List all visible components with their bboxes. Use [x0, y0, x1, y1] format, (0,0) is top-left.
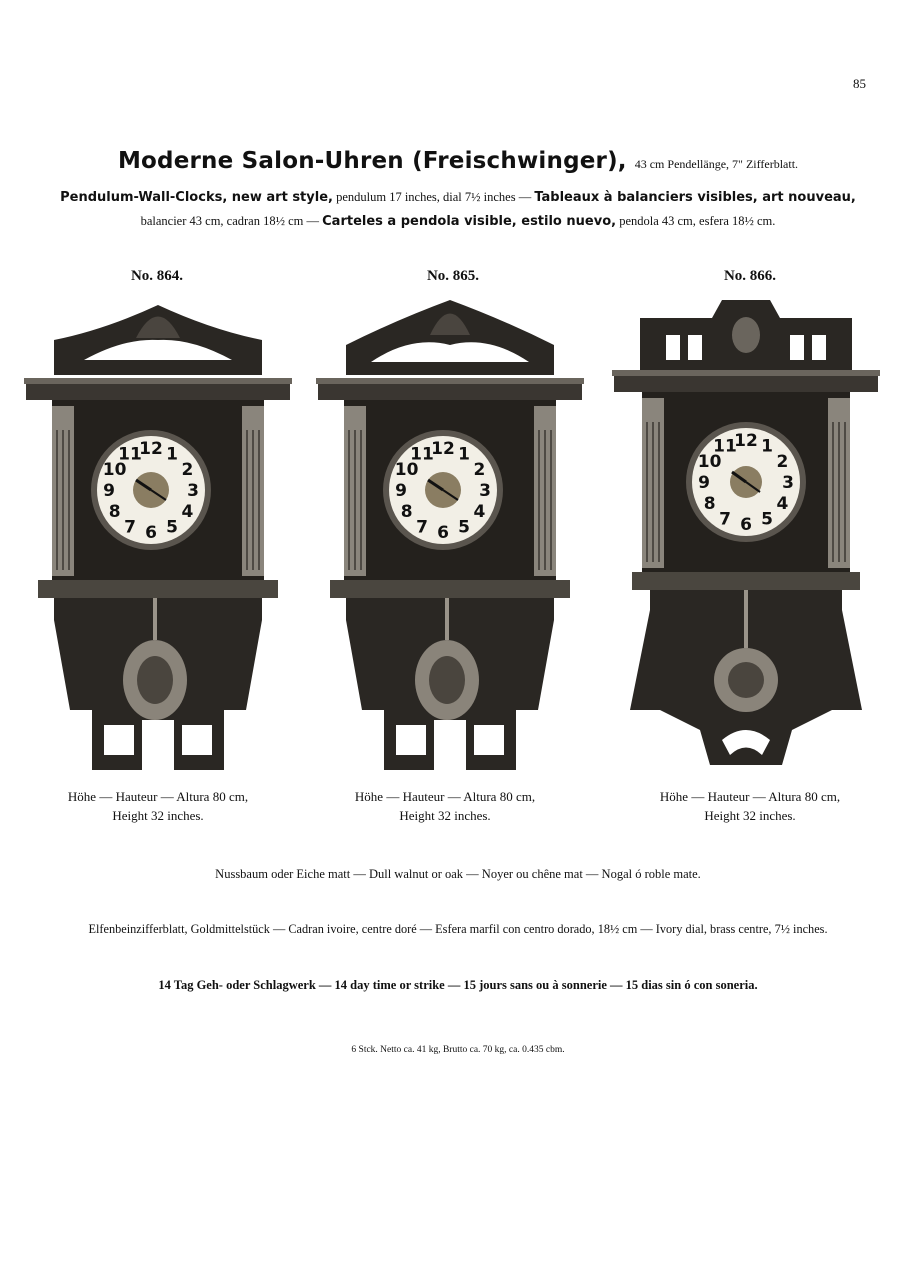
- clock-crest: [54, 305, 262, 375]
- subtitle-fr-bold: Tableaux à balanciers visibles, art nouveau,: [534, 190, 856, 205]
- dial-numeral: 7: [124, 517, 136, 538]
- dial-numeral: 4: [776, 494, 789, 514]
- dial-numeral: 6: [145, 523, 157, 543]
- subtitle-es-bold: Carteles a pendola visible, estilo nuevo,: [322, 214, 617, 229]
- dial-numeral: 5: [458, 517, 470, 538]
- height-text: Höhe — Hauteur — Altura 80 cm,: [354, 789, 536, 804]
- subtitle-es-text: pendola 43 cm, esfera 18½ cm.: [619, 214, 776, 228]
- clock-crest: [346, 300, 554, 375]
- clock-illustration-866: [612, 290, 880, 780]
- dial-numeral: 3: [479, 481, 491, 501]
- page-title: [0, 148, 916, 174]
- dial-numeral: 6: [437, 523, 449, 543]
- model-number-866: No. 866.: [723, 268, 777, 284]
- height-inches: Height 32 inches.: [399, 808, 491, 823]
- dial-numeral: 6: [740, 515, 752, 535]
- height-inches: Height 32 inches.: [112, 808, 204, 823]
- title-main: Moderne Salon-Uhren (Freischwinger),: [117, 148, 627, 174]
- height-text: Höhe — Hauteur — Altura 80 cm,: [67, 789, 249, 804]
- dial-numeral: 7: [416, 517, 428, 538]
- dial-numeral: 9: [103, 481, 115, 501]
- model-number-864: No. 864.: [130, 268, 184, 284]
- clock-crest: [640, 300, 852, 370]
- dial-numeral: 11: [713, 436, 737, 457]
- clock-illustration-865: [316, 290, 584, 780]
- dial-numeral: 10: [102, 460, 127, 480]
- clock-illustration-864: [24, 290, 292, 780]
- dial-numeral: 1: [761, 436, 773, 457]
- clock-caption-864: [28, 787, 288, 825]
- page-number: 85: [853, 76, 866, 91]
- dial-numeral: 9: [698, 473, 710, 493]
- dial-line: Elfenbeinzifferblatt, Goldmittelstück — Cadran ivoire, centre doré — Esfera marfil con centro dorado, 18½ cm — Ivory dial, brass centre, 7½ inches.: [88, 922, 828, 936]
- clock-caption-865: [315, 787, 575, 825]
- dial-numeral: 2: [181, 460, 194, 480]
- packing-line: 6 Stck. Netto ca. 41 kg, Brutto ca. 70 kg, ca. 0.435 cbm.: [351, 1045, 565, 1055]
- dial-numeral: 2: [776, 452, 789, 472]
- dial-numeral: 8: [400, 502, 413, 522]
- height-inches: Height 32 inches.: [704, 808, 796, 823]
- dial-numeral: 4: [181, 502, 194, 522]
- clock-shelf: [38, 580, 278, 598]
- dial-numeral: 11: [410, 444, 434, 465]
- height-text: Höhe — Hauteur — Altura 80 cm,: [659, 789, 841, 804]
- dial-numeral: 3: [187, 481, 199, 501]
- subtitle-en-text: pendulum 17 inches, dial 7½ inches —: [336, 190, 532, 204]
- dial-numeral: 9: [395, 481, 407, 501]
- dial-numeral: 5: [761, 509, 773, 530]
- dial-numeral: 1: [458, 444, 470, 465]
- dial-numeral: 1: [166, 444, 178, 465]
- title-note: 43 cm Pendellänge, 7" Zifferblatt.: [634, 157, 799, 171]
- dial-numeral: 11: [118, 444, 142, 465]
- dial-numeral: 7: [719, 509, 731, 530]
- dial-numeral: 12: [139, 439, 163, 459]
- dial-numeral: 4: [473, 502, 486, 522]
- materials-line: Nussbaum oder Eiche matt — Dull walnut or oak — Noyer ou chêne mat — Nogal ó roble mate.: [215, 867, 701, 881]
- dial-numeral: 8: [703, 494, 716, 514]
- subtitle-en-bold: Pendulum-Wall-Clocks, new art style,: [60, 190, 333, 205]
- dial-numeral: 10: [394, 460, 419, 480]
- dial-numeral: 3: [782, 473, 794, 493]
- subtitle-line-1: [0, 190, 916, 205]
- subtitle-line-2: [0, 214, 916, 229]
- dial-numeral: 10: [697, 452, 722, 472]
- model-number-865: No. 865.: [426, 268, 480, 284]
- subtitle-fr-text: balancier 43 cm, cadran 18½ cm —: [140, 214, 319, 228]
- dial-numeral: 12: [734, 431, 758, 451]
- movement-line: 14 Tag Geh- oder Schlagwerk — 14 day time or strike — 15 jours sans ou à sonnerie — 15 dias sin ó con soneria.: [158, 978, 758, 992]
- dial-numeral: 8: [108, 502, 121, 522]
- clock-caption-866: [620, 787, 880, 825]
- dial-numeral: 12: [431, 439, 455, 459]
- dial-numeral: 5: [166, 517, 178, 538]
- dial-numeral: 2: [473, 460, 486, 480]
